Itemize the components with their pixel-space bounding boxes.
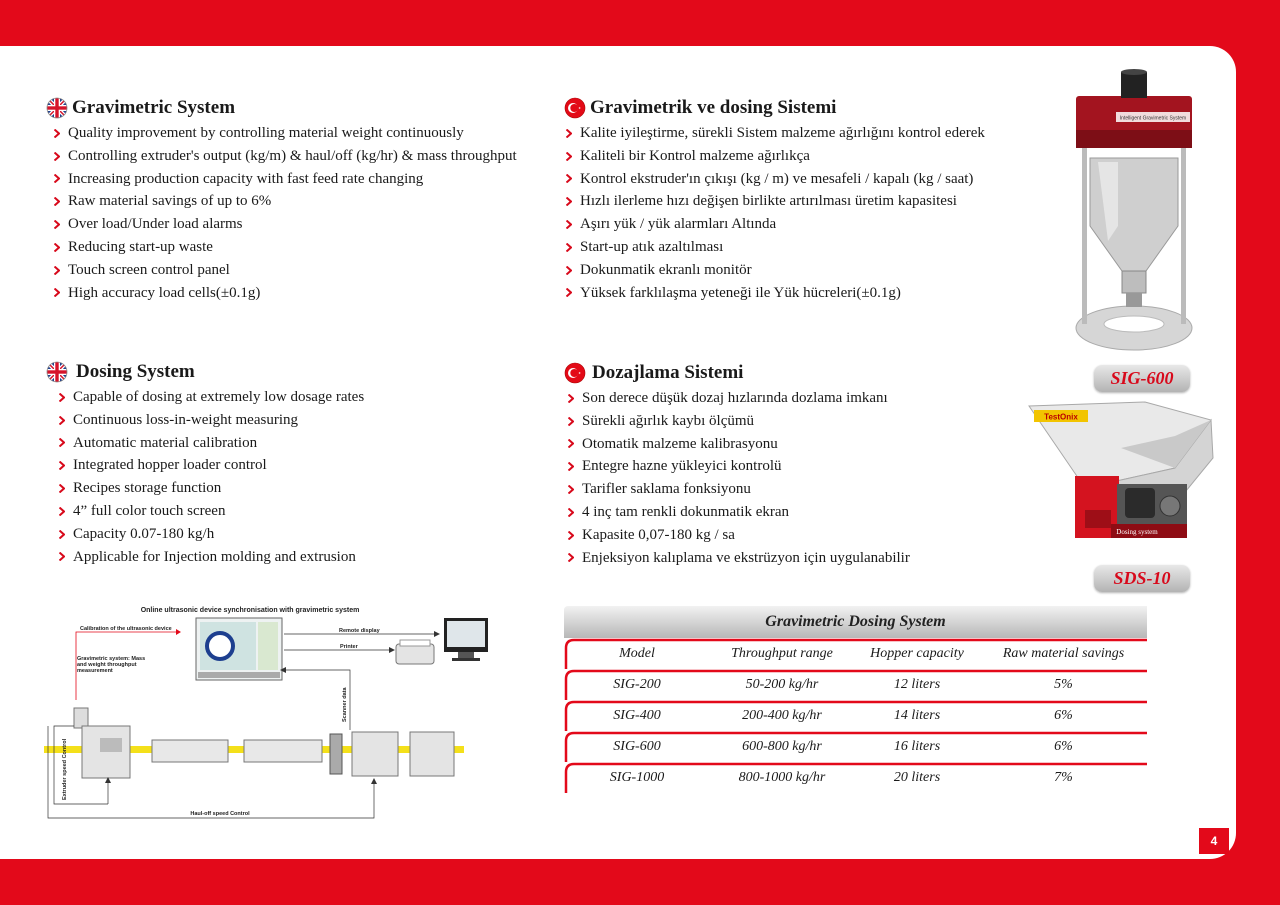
chevron-right-icon: [59, 461, 65, 470]
list-item: [560, 478, 910, 501]
list-item-text: Over load/Under load alarms: [68, 216, 243, 233]
list-item: [46, 190, 517, 213]
list-item-text: Continuous loss-in-weight measuring: [73, 411, 298, 428]
sds-10-label: SDS-10: [1094, 565, 1190, 592]
sds-10-caption: Dosing system: [1116, 528, 1158, 536]
chevron-right-icon: [54, 152, 60, 161]
chevron-right-icon: [59, 484, 65, 493]
table-row: [564, 731, 1147, 762]
calibration-label: Calibration of the ultrasonic device: [80, 626, 172, 632]
list-item: [558, 282, 985, 305]
list-item: [46, 282, 517, 305]
list-item-text: Applicable for Injection molding and extrusion: [73, 548, 356, 565]
list-item-text: Dokunmatik ekranlı monitör: [580, 261, 752, 278]
chevron-right-icon: [54, 266, 60, 275]
chevron-right-icon: [54, 174, 60, 183]
list-item-text: 4 inç tam renkli dokunmatik ekran: [582, 503, 790, 520]
list-item: [558, 213, 985, 236]
row-frame: [564, 731, 1147, 762]
list-item: [51, 500, 364, 523]
gravimetric-en-list: [46, 122, 517, 304]
table-cell: Raw material savings: [1002, 645, 1125, 661]
list-item-text: Start-up atık azaltılması: [580, 238, 724, 255]
extruder-speed-label: Extruder speed Control: [62, 738, 68, 800]
chevron-right-icon: [54, 220, 60, 229]
table-cell: SIG-600: [613, 738, 661, 754]
turkey-flag-icon: [564, 362, 586, 384]
chevron-right-icon: [566, 266, 572, 275]
list-item-text: Integrated hopper loader control: [73, 457, 267, 474]
sds-10-brand: TestOnix: [1044, 412, 1078, 422]
table-title: Gravimetric Dosing System: [564, 606, 1147, 638]
chevron-right-icon: [566, 243, 572, 252]
table-cell: Throughput range: [731, 645, 833, 661]
list-item-text: Raw material savings of up to 6%: [68, 193, 272, 210]
table-cell: Model: [619, 645, 655, 661]
table-cell: 5%: [1054, 676, 1073, 692]
list-item-text: 4” full color touch screen: [73, 502, 226, 519]
row-frame: [564, 700, 1147, 731]
gravimetric-note-2: and weight throughput: [77, 662, 137, 668]
row-frame: [564, 669, 1147, 700]
sig-600-hopper-image: [1068, 66, 1200, 356]
chevron-right-icon: [59, 393, 65, 402]
gravimetric-system-en: [46, 96, 517, 304]
dosing-en-list: [51, 386, 364, 568]
table-cell: SIG-1000: [609, 769, 665, 785]
dosing-tr-title: Dozajlama Sistemi: [592, 362, 744, 383]
table-cell: 7%: [1054, 769, 1073, 785]
gravimetric-note-1: Gravimetric system: Mass: [77, 656, 146, 662]
list-item: [560, 501, 910, 524]
chevron-right-icon: [59, 530, 65, 539]
chevron-right-icon: [54, 197, 60, 206]
list-item: [51, 454, 364, 477]
list-item: [51, 432, 364, 455]
list-item: [46, 213, 517, 236]
list-item-text: Automatic material calibration: [73, 434, 258, 451]
list-item-text: Otomatik malzeme kalibrasyonu: [582, 435, 778, 452]
section-heading: [564, 361, 910, 385]
list-item: [558, 145, 985, 168]
dosing-tr-list: [560, 387, 910, 569]
list-item: [46, 145, 517, 168]
uk-flag-icon: [46, 97, 68, 119]
chevron-right-icon: [59, 438, 65, 447]
section-heading: [46, 360, 364, 384]
list-item: [46, 122, 517, 145]
turkey-flag-icon: [564, 97, 586, 119]
table-cell: 16 liters: [893, 738, 941, 754]
table-cell: 200-400 kg/hr: [742, 707, 822, 723]
remote-display-label: Remote display: [339, 628, 380, 634]
list-item-text: Increasing production capacity with fast feed rate changing: [68, 170, 424, 187]
gravimetric-dosing-table: [564, 606, 1147, 793]
chevron-right-icon: [566, 220, 572, 229]
table-row: [564, 700, 1147, 731]
list-item: [558, 122, 985, 145]
production-line-diagram: [44, 600, 504, 825]
list-item-text: Aşırı yük / yük alarmları Altında: [580, 216, 777, 233]
chevron-right-icon: [59, 552, 65, 561]
table-cell: 14 liters: [893, 707, 941, 723]
chevron-right-icon: [568, 394, 574, 403]
table-cell: 12 liters: [893, 676, 941, 692]
hauloff-speed-label: Haul-off speed Control: [190, 811, 250, 817]
list-item-text: High accuracy load cells(±0.1g): [68, 284, 261, 301]
list-item-text: Quality improvement by controlling material weight continuously: [68, 125, 464, 141]
sds-10-dosing-image: [1025, 398, 1217, 548]
list-item-text: Kalite iyileştirme, sürekli Sistem malzeme ağırlığını kontrol ederek: [580, 125, 985, 141]
list-item: [560, 387, 910, 410]
chevron-right-icon: [568, 462, 574, 471]
list-item-text: Hızlı ilerleme hızı değişen birlikte artırılması üretim kapasitesi: [580, 193, 957, 210]
chevron-right-icon: [54, 129, 60, 138]
list-item: [558, 168, 985, 191]
chevron-right-icon: [566, 152, 572, 161]
page-number: 4: [1199, 828, 1229, 854]
uk-flag-icon: [46, 361, 68, 383]
diagram-title: Online ultrasonic device synchronisation with gravimetric system: [140, 607, 360, 614]
list-item-text: Sürekli ağırlık kaybı ölçümü: [582, 412, 755, 429]
chevron-right-icon: [568, 485, 574, 494]
chevron-right-icon: [568, 439, 574, 448]
gravimetric-system-tr: [564, 96, 985, 304]
list-item: [51, 546, 364, 569]
table-cell: 800-1000 kg/hr: [738, 769, 826, 785]
list-item: [560, 455, 910, 478]
list-item: [560, 547, 910, 570]
table-cell: 6%: [1054, 707, 1073, 723]
scanner-data-label: Scanner data: [342, 687, 348, 722]
list-item-text: Controlling extruder's output (kg/m) & haul/off (kg/hr) & mass throughput: [68, 147, 517, 164]
table-cell: 20 liters: [893, 769, 941, 785]
list-item-text: Son derece düşük dozaj hızlarında dozlama imkanı: [582, 390, 888, 406]
list-item-text: Recipes storage function: [73, 480, 222, 497]
printer-label: Printer: [340, 644, 358, 650]
chevron-right-icon: [566, 288, 572, 297]
chevron-right-icon: [566, 197, 572, 206]
table-body: [564, 638, 1147, 793]
table-cell: SIG-200: [613, 676, 661, 692]
list-item: [51, 523, 364, 546]
chevron-right-icon: [568, 553, 574, 562]
list-item: [51, 409, 364, 432]
list-item: [51, 477, 364, 500]
chevron-right-icon: [566, 129, 572, 138]
list-item: [558, 259, 985, 282]
table-header-row: [564, 638, 1147, 669]
list-item-text: Kapasite 0,07-180 kg / sa: [582, 526, 735, 543]
list-item: [558, 190, 985, 213]
table-cell: Hopper capacity: [870, 645, 964, 661]
section-heading: [46, 96, 517, 120]
gravimetric-tr-title: Gravimetrik ve dosing Sistemi: [590, 97, 837, 118]
table-row: [564, 762, 1147, 793]
list-item: [46, 168, 517, 191]
list-item: [46, 236, 517, 259]
list-item-text: Capable of dosing at extremely low dosage rates: [73, 389, 365, 405]
sig-600-label: SIG-600: [1094, 365, 1190, 392]
row-frame: [564, 762, 1147, 793]
list-item: [560, 410, 910, 433]
list-item: [560, 433, 910, 456]
list-item-text: Reducing start-up waste: [68, 238, 213, 255]
list-item: [51, 386, 364, 409]
list-item: [46, 259, 517, 282]
table-cell: 50-200 kg/hr: [745, 676, 819, 692]
list-item: [558, 236, 985, 259]
list-item: [560, 524, 910, 547]
chevron-right-icon: [568, 508, 574, 517]
list-item-text: Enjeksiyon kalıplama ve ekstrüzyon için uygulanabilir: [582, 549, 910, 566]
list-item-text: Entegre hazne yükleyici kontrolü: [582, 458, 782, 475]
chevron-right-icon: [59, 416, 65, 425]
gravimetric-tr-list: [558, 122, 985, 304]
gravimetric-note-3: measurement: [77, 668, 113, 674]
chevron-right-icon: [566, 174, 572, 183]
chevron-right-icon: [59, 507, 65, 516]
row-frame: [564, 638, 1147, 669]
sig-600-plate: Intelligent Gravimetric System: [1119, 115, 1187, 122]
list-item-text: Kaliteli bir Kontrol malzeme ağırlıkça: [580, 147, 810, 164]
list-item-text: Kontrol ekstruder'ın çıkışı (kg / m) ve mesafeli / kapalı (kg / saat): [580, 170, 974, 187]
gravimetric-en-title: Gravimetric System: [72, 97, 236, 118]
chevron-right-icon: [568, 417, 574, 426]
chevron-right-icon: [54, 288, 60, 297]
table-cell: SIG-400: [613, 707, 661, 723]
table-cell: 6%: [1054, 738, 1073, 754]
chevron-right-icon: [54, 243, 60, 252]
table-cell: 600-800 kg/hr: [742, 738, 822, 754]
list-item-text: Touch screen control panel: [68, 261, 230, 278]
list-item-text: Capacity 0.07-180 kg/h: [73, 525, 215, 542]
list-item-text: Yüksek farklılaşma yeteneği ile Yük hücreleri(±0.1g): [580, 284, 901, 301]
list-item-text: Tarifler saklama fonksiyonu: [582, 481, 751, 498]
dosing-system-tr: [564, 361, 910, 569]
table-row: [564, 669, 1147, 700]
dosing-system-en: [46, 360, 364, 568]
dosing-en-title: Dosing System: [76, 361, 195, 382]
section-heading: [564, 96, 985, 120]
chevron-right-icon: [568, 531, 574, 540]
